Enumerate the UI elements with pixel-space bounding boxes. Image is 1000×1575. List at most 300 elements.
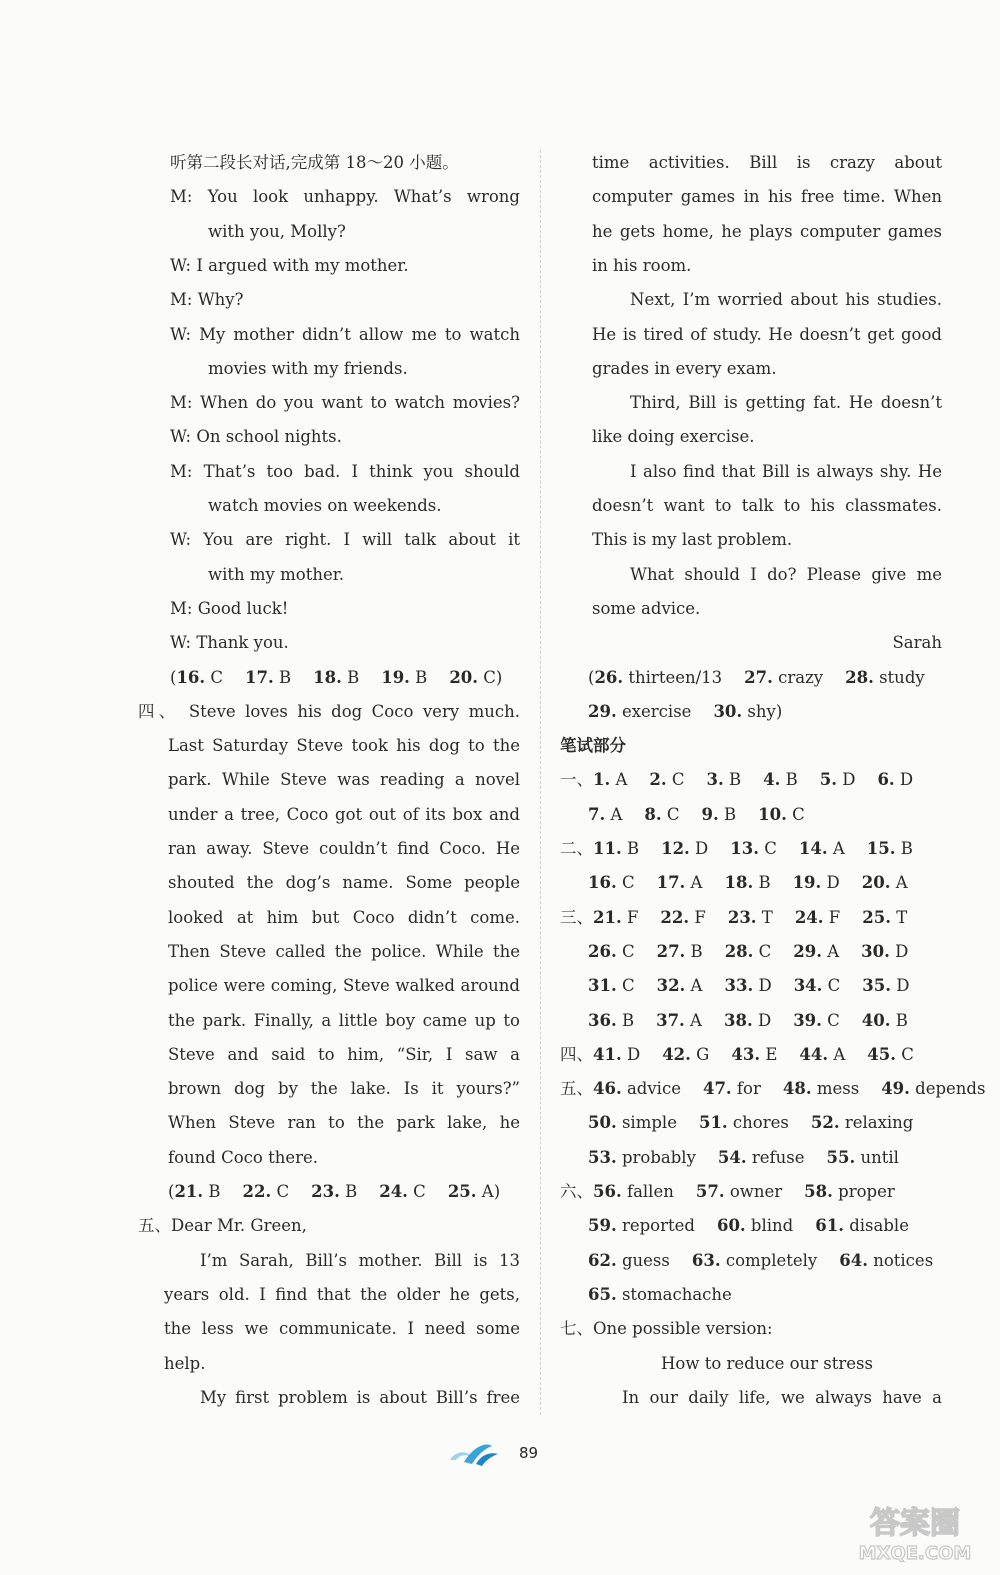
answer-value: A	[610, 770, 628, 790]
answer-item	[804, 1182, 895, 1201]
question-number: 36.	[588, 1010, 617, 1030]
answer-value: relaxing	[839, 1113, 914, 1133]
question-number: 23.	[727, 907, 757, 927]
text-line: Steve and said to him, “Sir, I saw a	[168, 1044, 520, 1064]
answer-value: blind	[745, 1216, 794, 1236]
text-line: the less we communicate. I need some	[164, 1319, 520, 1339]
question-number: 4.	[763, 770, 781, 790]
question-number: 59.	[588, 1216, 617, 1236]
text-line: I also find that Bill is always shy. He	[630, 461, 942, 481]
text-line: M: Good luck!	[170, 598, 289, 618]
answer-item	[758, 805, 805, 824]
text-line: He is tired of study. He doesn’t get good	[592, 324, 942, 344]
question-number: 12.	[661, 839, 690, 858]
question-number: 53.	[588, 1147, 617, 1167]
text-line: Then Steve called the police. While the	[168, 941, 520, 961]
answer-line	[168, 1175, 520, 1209]
answer-value: A	[822, 941, 840, 961]
answer-item	[588, 702, 691, 721]
answer-value: for	[731, 1079, 761, 1099]
answer-item	[588, 1251, 670, 1270]
text-line: in his room.	[592, 255, 692, 275]
answer-line	[588, 935, 942, 969]
question-number: 56.	[593, 1182, 622, 1201]
answer-item	[379, 1182, 426, 1201]
answer-item	[588, 805, 622, 824]
question-number: 30.	[861, 941, 890, 961]
answer-line	[588, 1004, 942, 1038]
answer-value: E	[760, 1044, 778, 1064]
question-number: 26.	[588, 941, 617, 961]
answer-item	[867, 839, 913, 858]
answer-item	[811, 1113, 914, 1132]
answer-line	[588, 1141, 942, 1175]
question-number: 47.	[702, 1079, 732, 1099]
svg-text:答案圈: 答案圈	[870, 1506, 960, 1541]
question-number: 18.	[313, 667, 342, 687]
text-line: What should I do? Please give me	[630, 564, 942, 584]
answer-prefix: 二、	[560, 839, 593, 858]
text-line: Sarah	[892, 633, 942, 653]
answer-item	[696, 1182, 782, 1201]
answer-value: refuse	[746, 1147, 805, 1167]
answer-value: D	[689, 839, 709, 858]
answer-item	[593, 839, 639, 858]
question-number: 17.	[656, 873, 686, 893]
question-number: 6.	[877, 770, 895, 790]
text-line: M: When do you want to watch movies?	[170, 393, 520, 413]
answer-value: A	[828, 1044, 846, 1064]
answer-value: completely	[720, 1250, 818, 1270]
answer-item	[176, 668, 223, 687]
question-number: 46.	[593, 1079, 622, 1099]
question-number: 8.	[644, 804, 662, 824]
text-line: In our daily life, we always have a	[622, 1387, 942, 1407]
question-number: 34.	[793, 976, 823, 996]
question-number: 24.	[794, 907, 824, 927]
answer-value: reported	[616, 1216, 695, 1236]
answer-value: C	[786, 804, 805, 824]
answer-value: A	[605, 804, 623, 824]
text-line: under a tree, Coco got out of its box and	[168, 804, 520, 824]
answer-item	[881, 1079, 985, 1098]
answer-prefix: 五、	[560, 1079, 593, 1099]
column-divider	[540, 150, 541, 1415]
question-number: 17.	[245, 667, 274, 687]
answer-value: C	[759, 839, 777, 858]
question-number: 31.	[588, 976, 617, 996]
answer-value: exercise	[616, 701, 692, 721]
answer-value: C	[822, 976, 841, 996]
answer-item	[793, 1011, 840, 1030]
answer-value: B	[723, 770, 742, 790]
answer-item	[862, 908, 907, 927]
answer-item	[794, 976, 841, 995]
question-number: 42.	[662, 1044, 691, 1064]
question-number: 28.	[724, 941, 754, 961]
question-number: 27.	[744, 667, 773, 687]
answer-item	[839, 1251, 933, 1270]
question-number: 61.	[815, 1216, 844, 1236]
text-line: the park. Finally, a little boy came up to	[168, 1010, 520, 1030]
answer-prefix: (	[588, 667, 595, 687]
answer-item	[657, 942, 703, 961]
answer-line	[588, 866, 942, 900]
answer-item	[877, 770, 913, 789]
question-number: 30.	[713, 701, 743, 721]
text-line: W: Thank you.	[170, 633, 289, 653]
page-number: 89	[519, 1444, 539, 1462]
answer-item	[862, 873, 908, 892]
answer-value: crazy	[772, 667, 824, 687]
answer-value: C	[753, 941, 772, 961]
question-number: 49.	[881, 1079, 910, 1099]
answer-item	[593, 908, 638, 927]
question-number: 57.	[695, 1182, 725, 1201]
text-line: found Coco there.	[168, 1147, 318, 1167]
text-line: park. While Steve was reading a novel	[168, 770, 520, 790]
question-number: 23.	[311, 1182, 340, 1201]
answer-value: B	[890, 1010, 908, 1030]
answer-item	[820, 770, 856, 789]
question-number: 38.	[723, 1010, 753, 1030]
question-number: 45.	[867, 1044, 896, 1064]
question-number: 39.	[793, 1010, 822, 1030]
answer-item	[588, 873, 635, 892]
answer-item	[702, 805, 737, 824]
question-number: 26.	[594, 667, 624, 687]
answer-line	[588, 695, 942, 729]
answer-value: notices	[867, 1250, 934, 1270]
answer-item	[593, 1045, 640, 1064]
answer-item	[793, 873, 840, 892]
answer-item	[728, 908, 773, 927]
answer-value: thirteen/13	[623, 667, 723, 687]
answer-item	[657, 976, 703, 995]
text-line: time activities. Bill is crazy about	[592, 153, 942, 172]
answer-value: T	[756, 907, 773, 927]
answer-item	[588, 1113, 677, 1132]
answer-line	[588, 798, 942, 832]
question-number: 52.	[810, 1113, 840, 1133]
question-number: 16.	[176, 667, 206, 687]
question-number: 19.	[381, 667, 410, 687]
answer-item	[660, 908, 705, 927]
text-line: When Steve ran to the park lake, he	[168, 1113, 520, 1133]
text-line: 四、 Steve loves his dog Coco very much.	[138, 701, 520, 721]
answer-value: G	[690, 1044, 710, 1064]
answer-item	[763, 770, 798, 789]
question-number: 5.	[819, 770, 837, 790]
answer-item	[588, 1216, 695, 1235]
answer-item	[588, 942, 635, 961]
text-line: help.	[164, 1353, 206, 1373]
answer-value: C	[666, 770, 685, 790]
answer-item	[862, 1011, 908, 1030]
answer-value: B	[616, 1010, 635, 1030]
answer-value: owner	[724, 1182, 783, 1201]
answer-value: B	[273, 667, 292, 687]
answer-value: B	[718, 804, 737, 824]
question-number: 22.	[660, 907, 690, 927]
question-number: 15.	[866, 839, 896, 858]
answer-item	[588, 1148, 696, 1167]
answer-item	[793, 942, 839, 961]
answer-prefix: 三、	[560, 907, 593, 927]
answer-value: D	[889, 941, 909, 961]
answer-value: B	[203, 1182, 221, 1201]
answer-prefix: 六、	[560, 1182, 593, 1201]
answer-item	[588, 1011, 634, 1030]
answer-item	[795, 908, 840, 927]
answer-item	[243, 1182, 290, 1201]
text-line: W: I argued with my mother.	[170, 255, 409, 275]
question-number: 11.	[593, 839, 622, 858]
answer-value: B	[409, 667, 428, 687]
question-number: 14.	[798, 839, 828, 858]
question-number: 41.	[593, 1044, 622, 1064]
question-number: 37.	[656, 1010, 685, 1030]
answer-value: C	[407, 1182, 426, 1201]
question-number: 50.	[588, 1113, 617, 1133]
answer-item	[594, 668, 722, 687]
question-number: 18.	[724, 873, 754, 893]
answer-item	[725, 942, 772, 961]
answer-value: proper	[832, 1182, 895, 1201]
answer-item	[744, 668, 823, 687]
answer-value: F	[689, 907, 706, 927]
answer-item	[174, 1182, 220, 1201]
answer-item	[724, 1011, 771, 1030]
answer-value: A)	[476, 1182, 501, 1201]
answer-item	[815, 1216, 909, 1235]
answer-value: C	[205, 667, 224, 687]
question-number: 55.	[826, 1147, 856, 1167]
answer-value: simple	[616, 1113, 677, 1133]
answer-value: B	[339, 1182, 358, 1201]
question-number: 21.	[593, 907, 622, 927]
text-line: police were coming, Steve walked around	[168, 976, 520, 996]
text-line: W: You are right. I will talk about it	[170, 530, 520, 550]
question-number: 62.	[588, 1250, 617, 1270]
answer-value: B	[341, 667, 360, 687]
answer-item	[381, 668, 427, 687]
question-number: 27.	[656, 941, 686, 961]
text-line: ran away. Steve couldn’t find Coco. He	[168, 839, 520, 858]
answer-value: C	[616, 976, 635, 996]
question-number: 20.	[449, 667, 479, 687]
answer-value: B	[780, 770, 798, 790]
question-number: 16.	[588, 873, 617, 893]
answer-value: depends	[909, 1079, 986, 1099]
answer-item	[827, 1148, 899, 1167]
text-line: Next, I’m worried about his studies.	[630, 290, 942, 310]
answer-value: B	[685, 941, 703, 961]
text-line: computer games in his free time. When	[592, 187, 942, 207]
answer-value: B	[895, 839, 913, 858]
answer-item	[713, 702, 782, 721]
answer-line	[560, 901, 942, 935]
answer-value: A	[685, 873, 703, 893]
answer-item	[718, 1148, 805, 1167]
answer-item	[588, 1285, 732, 1304]
question-number: 44.	[799, 1044, 829, 1064]
answer-line	[588, 1244, 942, 1278]
answer-line	[588, 969, 942, 1003]
answer-value: C	[821, 1010, 840, 1030]
question-number: 51.	[698, 1113, 728, 1133]
text-line: 五、Dear Mr. Green,	[138, 1216, 307, 1236]
question-number: 32.	[656, 976, 686, 996]
question-number: 21.	[174, 1182, 204, 1201]
text-line: doesn’t want to talk to his classmates.	[592, 496, 942, 515]
answer-item	[783, 1079, 859, 1098]
answer-item	[862, 976, 909, 995]
answer-item	[593, 1182, 674, 1201]
answer-line	[588, 1209, 942, 1243]
answer-line	[560, 1038, 942, 1072]
answer-item	[313, 668, 359, 687]
answer-value: A	[685, 976, 703, 996]
answer-value: D	[621, 1044, 641, 1064]
answer-item	[448, 1182, 500, 1201]
question-number: 64.	[839, 1250, 868, 1270]
text-line: with you, Molly?	[208, 221, 346, 241]
question-number: 63.	[691, 1250, 721, 1270]
answer-value: T	[890, 907, 908, 927]
answer-value: D	[821, 873, 840, 893]
text-line: looked at him but Coco didn’t come.	[168, 907, 520, 927]
answer-item	[593, 770, 627, 789]
answer-item	[657, 873, 703, 892]
text-line: shouted the dog’s name. Some people	[168, 873, 520, 893]
question-number: 10.	[758, 804, 787, 824]
text-line: 笔试部分	[560, 736, 626, 756]
answer-item	[724, 873, 770, 892]
answer-item	[731, 1045, 777, 1064]
text-line: W: On school nights.	[170, 427, 342, 447]
answer-value: advice	[621, 1079, 681, 1099]
answer-item	[649, 770, 684, 789]
text-line: How to reduce our stress	[661, 1353, 873, 1373]
answer-value: F	[823, 907, 841, 927]
text-line: M: You look unhappy. What’s wrong	[170, 187, 520, 207]
answer-line	[588, 1278, 942, 1312]
answer-item	[245, 668, 291, 687]
answer-line	[560, 1072, 986, 1106]
text-line: grades in every exam.	[592, 358, 777, 378]
question-number: 20.	[861, 873, 891, 893]
answer-item	[845, 668, 925, 687]
answer-item	[799, 1045, 845, 1064]
text-line: This is my last problem.	[592, 530, 793, 550]
answer-value: B	[753, 873, 771, 893]
answer-item	[662, 1045, 709, 1064]
answer-value: D	[894, 770, 914, 790]
question-number: 35.	[862, 976, 891, 996]
question-number: 22.	[242, 1182, 272, 1201]
text-line: movies with my friends.	[208, 358, 408, 378]
question-number: 28.	[845, 667, 874, 687]
question-number: 54.	[717, 1147, 747, 1167]
answer-prefix: 四、	[560, 1044, 593, 1064]
answer-item	[707, 770, 742, 789]
answer-value: guess	[616, 1250, 670, 1270]
text-line: W: My mother didn’t allow me to watch	[170, 324, 520, 344]
question-number: 13.	[730, 839, 760, 858]
answer-prefix: 一、	[560, 770, 593, 790]
text-line: I’m Sarah, Bill’s mother. Bill is 13	[200, 1250, 520, 1270]
text-line: he gets home, he plays computer games	[592, 221, 942, 241]
answer-value: C	[616, 941, 635, 961]
answer-value: C	[895, 1044, 914, 1064]
question-number: 48.	[782, 1079, 812, 1099]
answer-value: D	[752, 1010, 772, 1030]
text-line: years old. I find that the older he gets,	[164, 1284, 520, 1304]
text-line: 听第二段长对话,完成第 18～20 小题。	[170, 153, 459, 172]
answer-line	[560, 1175, 942, 1209]
answer-item	[730, 839, 777, 858]
answer-line	[588, 1106, 942, 1140]
answer-item	[692, 1251, 817, 1270]
text-line: some advice.	[592, 598, 701, 618]
answer-value: A	[827, 839, 845, 858]
watermark-logo	[840, 1497, 990, 1567]
text-line: brown dog by the lake. Is it yours?”	[168, 1079, 520, 1099]
answer-value: mess	[811, 1079, 860, 1099]
question-number: 7.	[588, 804, 606, 824]
answer-prefix: (	[168, 1182, 175, 1201]
answer-line	[170, 661, 520, 695]
answer-item	[699, 1113, 789, 1132]
svg-text:MXQE.COM: MXQE.COM	[858, 1543, 972, 1564]
text-line: Third, Bill is getting fat. He doesn’t	[630, 393, 942, 413]
question-number: 1.	[593, 770, 611, 790]
answer-item	[717, 1216, 793, 1235]
answer-item	[724, 976, 771, 995]
question-number: 19.	[792, 873, 822, 893]
question-number: 29.	[793, 941, 822, 961]
page-footer	[440, 1440, 560, 1470]
question-number: 43.	[731, 1044, 761, 1064]
answer-value: A	[684, 1010, 702, 1030]
text-line: 七、One possible version:	[560, 1319, 773, 1339]
answer-value: A	[890, 873, 908, 893]
question-number: 65.	[588, 1284, 617, 1304]
answer-value: D	[891, 976, 910, 996]
question-number: 3.	[706, 770, 724, 790]
answer-value: C)	[478, 667, 503, 687]
answer-value: C	[616, 873, 635, 893]
answer-value: C	[661, 804, 680, 824]
answer-value: fallen	[621, 1182, 674, 1201]
answer-value: probably	[616, 1147, 696, 1167]
question-number: 60.	[716, 1216, 746, 1236]
answer-item	[311, 1182, 357, 1201]
answer-item	[449, 668, 502, 687]
question-number: 2.	[649, 770, 667, 790]
answer-line	[588, 661, 942, 695]
text-line: like doing exercise.	[592, 427, 755, 447]
answer-item	[644, 805, 679, 824]
text-line: M: That’s too bad. I think you should	[170, 461, 520, 481]
answer-value: D	[836, 770, 856, 790]
question-number: 33.	[724, 976, 754, 996]
answer-value: study	[873, 667, 925, 687]
text-line: watch movies on weekends.	[208, 496, 442, 515]
answer-item	[588, 976, 635, 995]
answer-value: C	[271, 1182, 290, 1201]
